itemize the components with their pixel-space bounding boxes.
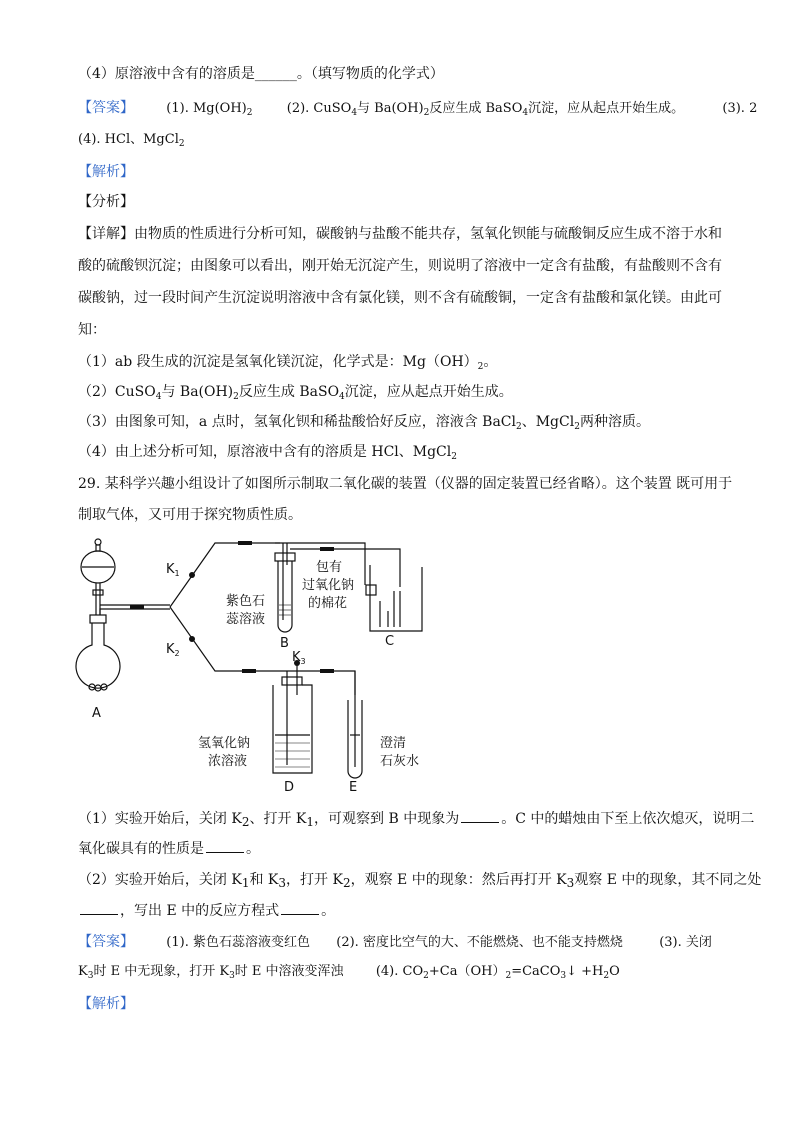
detail-line-3 [78, 288, 722, 308]
label-b: B [280, 636, 289, 651]
k1-sub: 1 [174, 569, 180, 578]
label-naoh-2: 浓溶液 [208, 754, 248, 769]
q29-sub-1-line-1 [78, 808, 754, 829]
k3-letter: K [292, 650, 301, 665]
answer1-part3: (3). 2 [722, 101, 758, 116]
p2b: 和 K [249, 872, 279, 888]
sub: 4 [155, 392, 162, 402]
bottle-d-stopper [282, 677, 302, 685]
sol-1-text: （1）ab 段生成的沉淀是氢氧化镁沉淀，化学式是：Mg（OH） [78, 354, 478, 370]
answer1-part2d: 沉淀，应从起点开始生成。 [528, 101, 685, 116]
round-flask [76, 623, 120, 688]
solution-2 [78, 382, 513, 402]
p1a: （1）实验开始后，关闭 K [78, 811, 242, 827]
sub: 3 [560, 971, 567, 981]
q29-text-2: 制取气体，又可用于探究物质性质。 [78, 507, 302, 523]
fenxi-tag-line [78, 192, 134, 212]
detail-line-1 [78, 224, 722, 244]
sol-2-c: 反应生成 BaSO [238, 384, 340, 400]
answer1-part2c: 反应生成 BaSO [429, 101, 523, 116]
answer2-part3d: 时 E 中溶液变浑浊 [234, 964, 344, 979]
answer1-part1: (1). Mg(OH) [166, 101, 247, 116]
sol-4-a: （4）由上述分析可知，原溶液中含有的溶质是 HCl、MgCl [78, 444, 452, 460]
answer-tag-2: 【答案】 [78, 934, 134, 950]
sol-3-a: （3）由图象可知，a 点时，氢氧化钡和稀盐酸恰好反应，溶液含 BaCl [78, 414, 516, 430]
sub: 2 [233, 392, 239, 402]
answer-block-2 [78, 932, 712, 953]
p1c: ，可观察到 B 中现象为 [314, 811, 460, 827]
label-e: E [349, 780, 358, 795]
answer2-part4b: +Ca（OH） [428, 964, 506, 979]
answer2-part4c: =CaCO [511, 964, 561, 979]
label-cotton-3: 的棉花 [308, 596, 348, 611]
label-litmus-1: 紫色石 [226, 594, 266, 609]
label-c: C [385, 634, 395, 649]
sol-1-end: 。 [483, 354, 498, 370]
test-tube-b [278, 561, 292, 632]
sub: 3 [566, 876, 575, 890]
sub: 2 [423, 108, 430, 118]
p1b: 、打开 K [249, 811, 307, 827]
rubber-joint [242, 669, 256, 673]
solution-4 [78, 442, 457, 462]
tube-main [100, 609, 170, 615]
p2g: 。 [321, 903, 336, 919]
answer-blank[interactable] [461, 808, 499, 823]
analysis-tag-2: 【解析】 [78, 996, 134, 1012]
sub: 2 [451, 452, 457, 462]
question-29-line-2 [78, 505, 302, 525]
q29-text-1: 29. 某科学兴趣小组设计了如图所示制取二氧化碳的装置（仪器的固定装置已经省略）。这个装置 既可用于 [78, 476, 733, 492]
answer2-part3c: 时 E 中无现象，打开 K [93, 964, 230, 979]
p2e: 观察 E 中的现象，其不同之处 [574, 872, 762, 888]
sub: 3 [87, 971, 94, 981]
valve-k1 [189, 572, 195, 578]
p2f: ，写出 E 中的反应方程式 [120, 903, 280, 919]
q29-sub-1-line-2 [78, 838, 260, 859]
valve-k2 [189, 636, 195, 642]
rubber-joint [238, 541, 252, 545]
sub: 2 [241, 815, 250, 829]
sub: 2 [603, 971, 610, 981]
answer1-part2b: 与 Ba(OH) [357, 101, 424, 116]
label-k1 [166, 562, 180, 578]
sol-3-c: 两种溶质。 [579, 414, 650, 430]
label-a: A [92, 706, 101, 721]
p2d: ，观察 E 中的现象：然后再打开 K [350, 872, 567, 888]
p2a: （2）实验开始后，关闭 K [78, 872, 242, 888]
rubber-joint [320, 669, 334, 673]
p1f: 。 [246, 841, 260, 857]
sol-2-d: 沉淀，应从起点开始生成。 [344, 384, 513, 400]
question-4-line [78, 64, 444, 84]
beaker-c [370, 565, 422, 631]
sol-2-a: （2）CuSO [78, 384, 156, 400]
test-tube-b-stopper [275, 553, 295, 561]
question-4-text: （4）原溶液中含有的溶质是______。（填写物质的化学式） [78, 66, 444, 82]
q29-sub-2-line-2 [78, 900, 335, 921]
sub: 2 [515, 422, 522, 432]
k3-sub: 3 [300, 657, 306, 666]
label-naoh-1: 氢氧化钠 [198, 736, 251, 751]
sub: 1 [306, 815, 315, 829]
answer2-part4d: ↓ +H [566, 964, 604, 979]
sub: 2 [505, 971, 512, 981]
answer2-k: K [78, 964, 88, 979]
label-k3 [292, 650, 306, 666]
sub: 4 [351, 108, 358, 118]
answer2-part4e: O [609, 964, 620, 979]
k2-sub: 2 [174, 649, 180, 658]
solution-1 [78, 352, 497, 372]
answer-block-2b [78, 962, 620, 982]
question-29-line-1 [78, 474, 732, 494]
sub: 2 [178, 139, 185, 149]
sub: 2 [342, 876, 351, 890]
detail-text-2: 酸的硫酸钡沉淀；由图象可以看出，刚开始无沉淀产生，则说明了溶液中一定含有盐酸，有盐酸则不含有 [78, 258, 722, 274]
label-cotton-2: 过氧化钠 [302, 578, 355, 593]
detail-text-3: 碳酸钠，过一段时间产生沉淀说明溶液中含有氯化镁，则不含有硫酸铜，一定含有盐酸和氯化镁。由此可 [78, 290, 722, 306]
p2c: ，打开 K [286, 872, 343, 888]
flask-stopper [90, 615, 106, 623]
answer-blank[interactable] [281, 900, 319, 915]
answer2-part2: (2). 密度比空气的大、不能燃烧、也不能支持燃烧 [336, 935, 623, 950]
sub: 4 [522, 108, 529, 118]
rubber-joint [130, 605, 144, 609]
label-lime-1: 澄清 [380, 736, 407, 751]
label-lime-2: 石灰水 [380, 754, 420, 769]
sub: 2 [423, 971, 429, 981]
fenxi-tag: 【分析】 [78, 194, 134, 210]
analysis-tag: 【解析】 [78, 164, 134, 180]
funnel-valve [93, 590, 103, 595]
sub: 2 [246, 108, 253, 118]
sub: 3 [229, 971, 235, 981]
answer-block-1 [78, 98, 757, 119]
funnel-neck [96, 545, 100, 551]
label-k2 [166, 642, 180, 658]
rubber-joint [320, 547, 334, 551]
answer2-part1: (1). 紫色石蕊溶液变红色 [166, 935, 310, 950]
sub: 3 [278, 876, 287, 890]
sol-2-b: 与 Ba(OH) [161, 384, 234, 400]
p1e: 氧化碳具有的性质是 [78, 841, 204, 857]
answer-block-1b [78, 130, 185, 150]
label-litmus-2: 蕊溶液 [226, 612, 266, 627]
apparatus-diagram [70, 535, 450, 803]
answer-blank[interactable] [206, 838, 244, 853]
detail-line-4 [78, 320, 106, 340]
analysis-tag-line-2 [78, 994, 134, 1014]
k2-letter: K [166, 642, 175, 657]
sub: 4 [339, 392, 345, 402]
detail-text-1: 由物质的性质进行分析可知，碳酸钠与盐酸不能共存，氢氧化钡能与硫酸铜反应生成不溶于水和 [134, 226, 722, 242]
detail-line-2 [78, 256, 722, 276]
label-cotton-1: 包有 [316, 560, 343, 575]
q29-sub-2-line-1 [78, 870, 761, 890]
sub: 2 [574, 422, 580, 432]
funnel-stopper [95, 539, 101, 545]
detail-text-4: 知： [78, 322, 106, 338]
answer1-part4: (4). HCl、MgCl [78, 132, 179, 147]
answer-tag: 【答案】 [78, 100, 134, 116]
bottle-d [273, 685, 312, 773]
answer2-part3: (3). 关闭 [659, 935, 712, 950]
answer-blank[interactable] [80, 900, 118, 915]
solution-3 [78, 412, 650, 432]
analysis-tag-line [78, 162, 134, 182]
detail-tag: 【详解】 [78, 226, 134, 242]
sol-3-b: 、MgCl [521, 414, 575, 430]
k1-letter: K [166, 562, 175, 577]
answer1-part2: (2). CuSO [286, 101, 352, 116]
sub: 1 [241, 876, 250, 890]
sub: 2 [477, 362, 484, 372]
label-d: D [284, 780, 295, 795]
answer2-part4: (4). CO [375, 964, 424, 979]
p1d: 。C 中的蜡烛由下至上依次熄灭，说明二 [501, 811, 755, 827]
cotton-wrap [366, 585, 376, 595]
